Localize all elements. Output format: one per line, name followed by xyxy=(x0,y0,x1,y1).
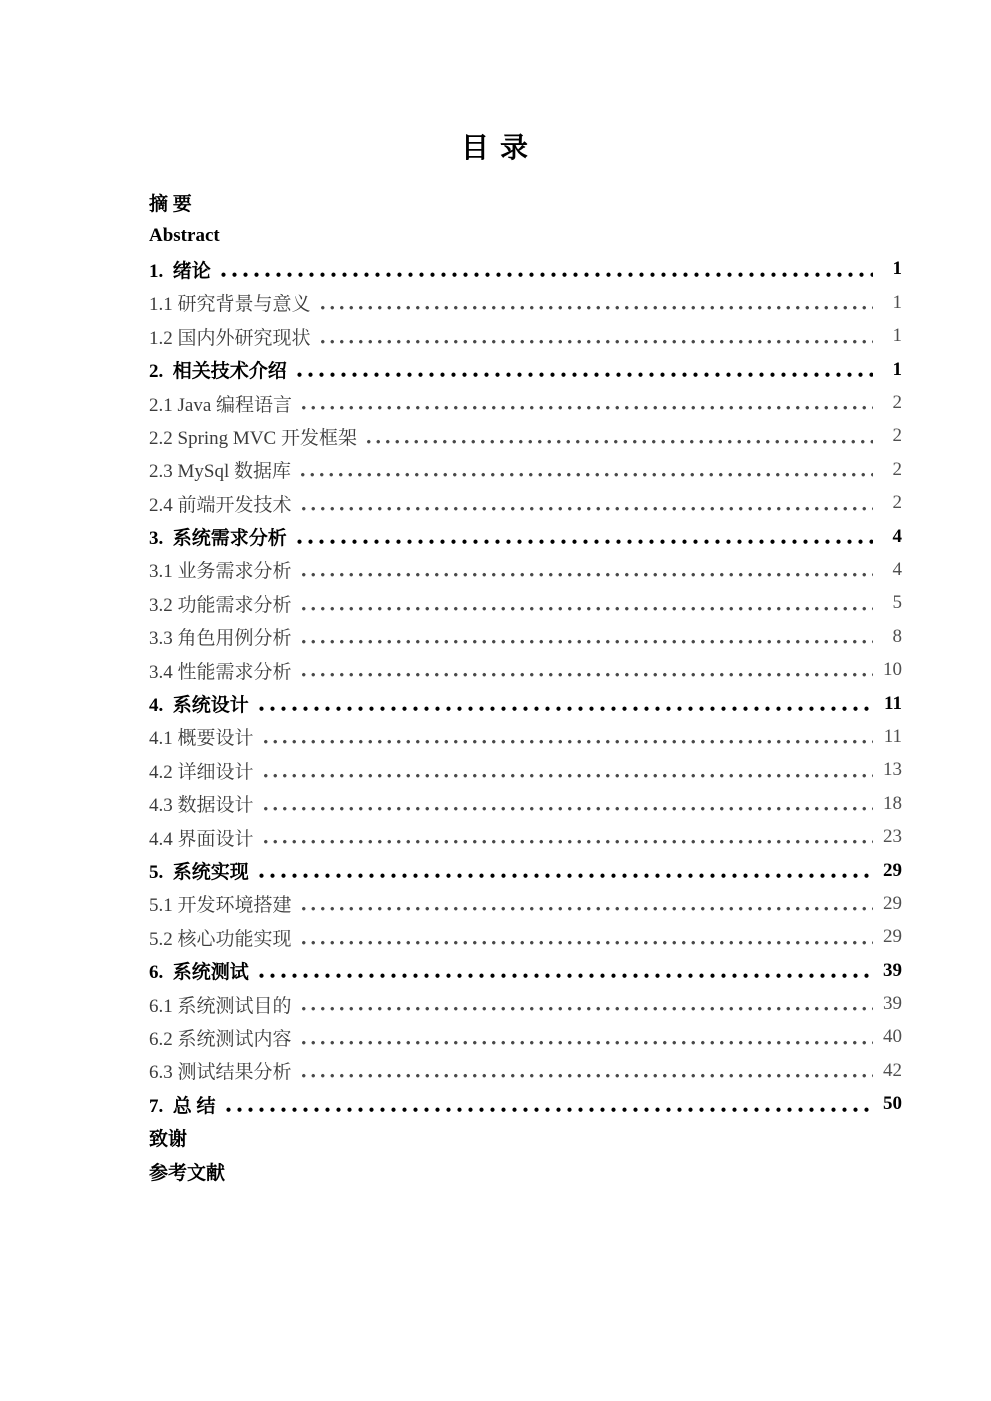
toc-entry-label: 参考文献 xyxy=(149,1162,226,1184)
dot-leader xyxy=(299,587,873,620)
toc-entry-page: 10 xyxy=(883,659,902,681)
dot-leader xyxy=(299,921,873,954)
toc-entry-label: 6. 系统测试 xyxy=(149,962,249,984)
dot-leader xyxy=(299,620,873,653)
dot-leader xyxy=(299,1021,873,1054)
toc-entry-label: 6.1 系统测试目的 xyxy=(149,995,292,1017)
toc-entry-page: 39 xyxy=(883,959,902,981)
dot-leader xyxy=(299,487,873,520)
dot-leader xyxy=(261,787,873,820)
toc-entry[interactable] xyxy=(149,820,902,853)
toc-entry-label: 2.3 MySql 数据库 xyxy=(149,461,291,483)
toc-entry[interactable] xyxy=(149,1021,902,1054)
toc-entry-label: 1.1 研究背景与意义 xyxy=(149,294,311,316)
dot-leader xyxy=(299,887,873,920)
toc-entry-label: 4.1 概要设计 xyxy=(149,728,254,750)
toc-entry-label: 6.2 系统测试内容 xyxy=(149,1028,292,1050)
toc-entry[interactable] xyxy=(149,186,902,219)
toc-entry-label: 摘 要 xyxy=(149,194,192,216)
toc-entry[interactable] xyxy=(149,286,902,319)
dot-leader xyxy=(318,286,873,319)
toc-entry-label: 2.1 Java 编程语言 xyxy=(149,394,293,416)
toc-entry-page: 18 xyxy=(883,792,902,814)
toc-entry[interactable] xyxy=(149,386,902,419)
toc-entry-page: 11 xyxy=(883,725,902,747)
toc-entry-page: 2 xyxy=(892,392,902,414)
toc-entry-label: 2. 相关技术介绍 xyxy=(149,361,287,383)
toc-entry-label: 1.2 国内外研究现状 xyxy=(149,327,311,349)
toc-entry-page: 50 xyxy=(883,1093,902,1115)
toc-entry-page: 2 xyxy=(892,492,902,514)
toc-entry[interactable] xyxy=(149,653,902,686)
toc-entry[interactable] xyxy=(149,253,902,286)
dot-leader xyxy=(298,453,873,486)
toc-entry-page: 29 xyxy=(883,926,902,948)
toc-entry-page: 1 xyxy=(892,325,902,347)
dot-leader xyxy=(364,420,873,453)
toc-entry[interactable] xyxy=(149,754,902,787)
toc-entry-page: 4 xyxy=(892,558,902,580)
toc-entry-label: 致谢 xyxy=(149,1129,188,1151)
dot-leader xyxy=(223,1088,873,1121)
toc-entry-label: 3.3 角色用例分析 xyxy=(149,628,292,650)
toc-entry[interactable] xyxy=(149,1154,902,1187)
page-title: 目 录 xyxy=(460,133,530,164)
toc-entry[interactable] xyxy=(149,887,902,920)
toc-entry[interactable] xyxy=(149,620,902,653)
dot-leader xyxy=(299,987,873,1020)
dot-leader xyxy=(299,386,873,419)
toc-entry-page: 4 xyxy=(892,525,902,547)
toc-entry-label: 3.2 功能需求分析 xyxy=(149,594,292,616)
table-of-contents xyxy=(149,186,902,1188)
dot-leader xyxy=(261,820,873,853)
toc-entry-page: 42 xyxy=(883,1059,902,1081)
dot-leader xyxy=(256,854,873,887)
toc-entry[interactable] xyxy=(149,453,902,486)
toc-entry[interactable] xyxy=(149,420,902,453)
dot-leader xyxy=(318,320,873,353)
toc-entry-label: 3. 系统需求分析 xyxy=(149,528,287,550)
toc-entry-label: 6.3 测试结果分析 xyxy=(149,1062,292,1084)
dot-leader xyxy=(256,954,873,987)
dot-leader xyxy=(294,353,873,386)
toc-entry-label: 4.3 数据设计 xyxy=(149,795,254,817)
toc-entry[interactable] xyxy=(149,487,902,520)
toc-entry-label: Abstract xyxy=(149,225,220,247)
toc-entry-label: 3.4 性能需求分析 xyxy=(149,661,292,683)
dot-leader xyxy=(261,720,873,753)
toc-entry-page: 29 xyxy=(883,892,902,914)
toc-entry-label: 4.4 界面设计 xyxy=(149,828,254,850)
toc-entry-page: 2 xyxy=(892,425,902,447)
toc-entry[interactable] xyxy=(149,587,902,620)
toc-entry-page: 11 xyxy=(884,692,902,714)
toc-entry[interactable] xyxy=(149,954,902,987)
dot-leader xyxy=(299,653,873,686)
dot-leader xyxy=(256,687,873,720)
toc-entry-page: 5 xyxy=(892,592,902,614)
toc-entry[interactable] xyxy=(149,219,902,252)
toc-entry[interactable] xyxy=(149,353,902,386)
toc-entry[interactable] xyxy=(149,553,902,586)
dot-leader xyxy=(261,754,873,787)
toc-entry-page: 23 xyxy=(883,826,902,848)
toc-entry[interactable] xyxy=(149,854,902,887)
toc-entry-label: 2.4 前端开发技术 xyxy=(149,494,292,516)
toc-entry[interactable] xyxy=(149,987,902,1020)
toc-entry[interactable] xyxy=(149,320,902,353)
toc-entry-page: 39 xyxy=(883,993,902,1015)
toc-entry[interactable] xyxy=(149,1121,902,1154)
toc-entry[interactable] xyxy=(149,1088,902,1121)
toc-entry-label: 5.2 核心功能实现 xyxy=(149,928,292,950)
toc-entry-label: 5. 系统实现 xyxy=(149,862,249,883)
dot-leader xyxy=(299,553,873,586)
toc-entry-label: 3.1 业务需求分析 xyxy=(149,561,292,583)
dot-leader xyxy=(294,520,873,553)
toc-entry[interactable] xyxy=(149,520,902,553)
toc-entry-page: 1 xyxy=(892,358,902,380)
toc-entry-label: 2.2 Spring MVC 开发框架 xyxy=(149,427,357,449)
toc-entry-page: 8 xyxy=(892,625,902,647)
toc-entry-page: 13 xyxy=(883,759,902,781)
toc-entry-page: 1 xyxy=(892,258,902,280)
toc-entry[interactable] xyxy=(149,687,902,720)
dot-leader xyxy=(218,253,873,286)
toc-entry[interactable] xyxy=(149,720,902,753)
toc-entry-page: 29 xyxy=(883,859,902,881)
toc-entry-label: 7. 总 结 xyxy=(149,1095,216,1117)
dot-leader xyxy=(299,1054,873,1087)
toc-entry[interactable] xyxy=(149,787,902,820)
toc-entry-label: 1. 绪论 xyxy=(149,260,211,282)
toc-entry-page: 1 xyxy=(892,291,902,313)
toc-entry-label: 4.2 详细设计 xyxy=(149,761,254,783)
toc-entry[interactable] xyxy=(149,921,902,954)
toc-entry-label: 5.1 开发环境搭建 xyxy=(149,895,292,917)
toc-entry-label: 4. 系统设计 xyxy=(149,695,249,717)
toc-entry[interactable] xyxy=(149,1054,902,1087)
toc-entry-page: 2 xyxy=(892,458,902,480)
toc-entry-page: 40 xyxy=(883,1026,902,1048)
